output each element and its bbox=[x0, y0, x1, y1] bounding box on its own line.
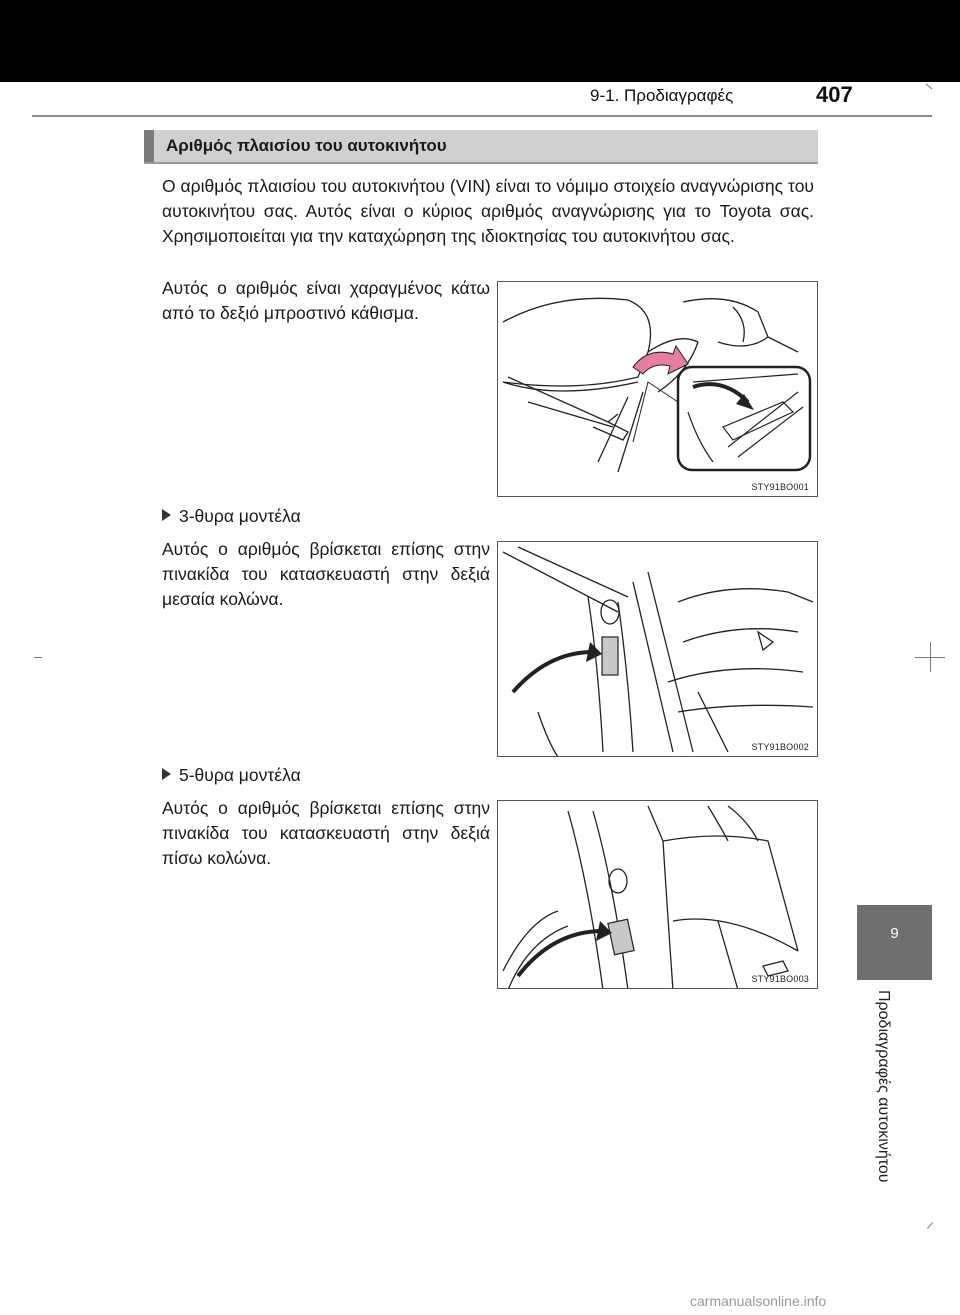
crop-mark bbox=[34, 657, 42, 658]
bullet-label: 5-θυρα μοντέλα bbox=[179, 765, 301, 785]
figure-seat bbox=[497, 281, 818, 497]
watermark: carmanualsonline.info bbox=[690, 1293, 827, 1309]
crop-mark bbox=[926, 84, 933, 90]
top-black-band bbox=[0, 0, 960, 82]
bullet-label: 3-θυρα μοντέλα bbox=[179, 506, 301, 526]
page-number: 407 bbox=[816, 82, 853, 107]
3-door-location-text: Αυτός ο αριθμός βρίσκεται επίσης στην πινακίδα του κατασκευαστή στην δεξιά μεσαία κολώνα. bbox=[162, 539, 490, 609]
header-divider bbox=[32, 115, 932, 117]
figure-code: STY91BO003 bbox=[751, 974, 809, 984]
bullet-triangle-icon bbox=[162, 509, 171, 521]
highlight-arrow-icon bbox=[633, 346, 688, 374]
title-underline bbox=[144, 162, 818, 164]
seat-location-text: Αυτός ο αριθμός είναι χαραγμένος κάτω από το δεξιό μπροστινό κάθισμα. bbox=[162, 278, 490, 323]
bullet-3-door bbox=[162, 506, 301, 527]
bullet-triangle-icon bbox=[162, 768, 171, 780]
crop-mark bbox=[927, 1222, 933, 1229]
page-title: Αριθμός πλαισίου του αυτοκινήτου bbox=[166, 136, 447, 155]
chapter-label: Προδιαγραφές αυτοκινήτου bbox=[875, 990, 892, 1183]
manufacturer-plate bbox=[608, 919, 634, 954]
figure-3-door bbox=[497, 541, 818, 757]
manufacturer-plate bbox=[602, 637, 618, 675]
crop-mark bbox=[930, 642, 931, 672]
title-bar bbox=[144, 130, 818, 162]
figure-code: STY91BO002 bbox=[751, 742, 809, 752]
chapter-tab bbox=[857, 905, 932, 980]
3-door-pillar-illustration bbox=[498, 542, 818, 757]
pointer-arrow-icon bbox=[518, 931, 603, 976]
section-label: 9-1. Προδιαγραφές bbox=[590, 86, 734, 105]
pointer-arrow-icon bbox=[513, 652, 593, 692]
figure-code: STY91BO001 bbox=[751, 482, 809, 492]
bullet-5-door bbox=[162, 765, 301, 786]
chapter-number: 9 bbox=[890, 925, 899, 942]
5-door-location-text: Αυτός ο αριθμός βρίσκεται επίσης στην πινακίδα του κατασκευαστή στην δεξιά πίσω κολώνα. bbox=[162, 798, 490, 868]
intro-paragraph: Ο αριθμός πλαισίου του αυτοκινήτου (VIN) είναι το νόμιμο στοιχείο αναγνώρισης του αυτοκινήτου σας. Αυτός είναι ο κύριος αριθμός αναγνώρισης για το Toyota σας. Χρησιμοποιείται για την καταχώρηση της ιδιοκτησίας του αυτοκινήτου σας. bbox=[162, 176, 814, 246]
seat-illustration bbox=[498, 282, 818, 497]
5-door-pillar-illustration bbox=[498, 801, 818, 989]
figure-5-door bbox=[497, 800, 818, 989]
